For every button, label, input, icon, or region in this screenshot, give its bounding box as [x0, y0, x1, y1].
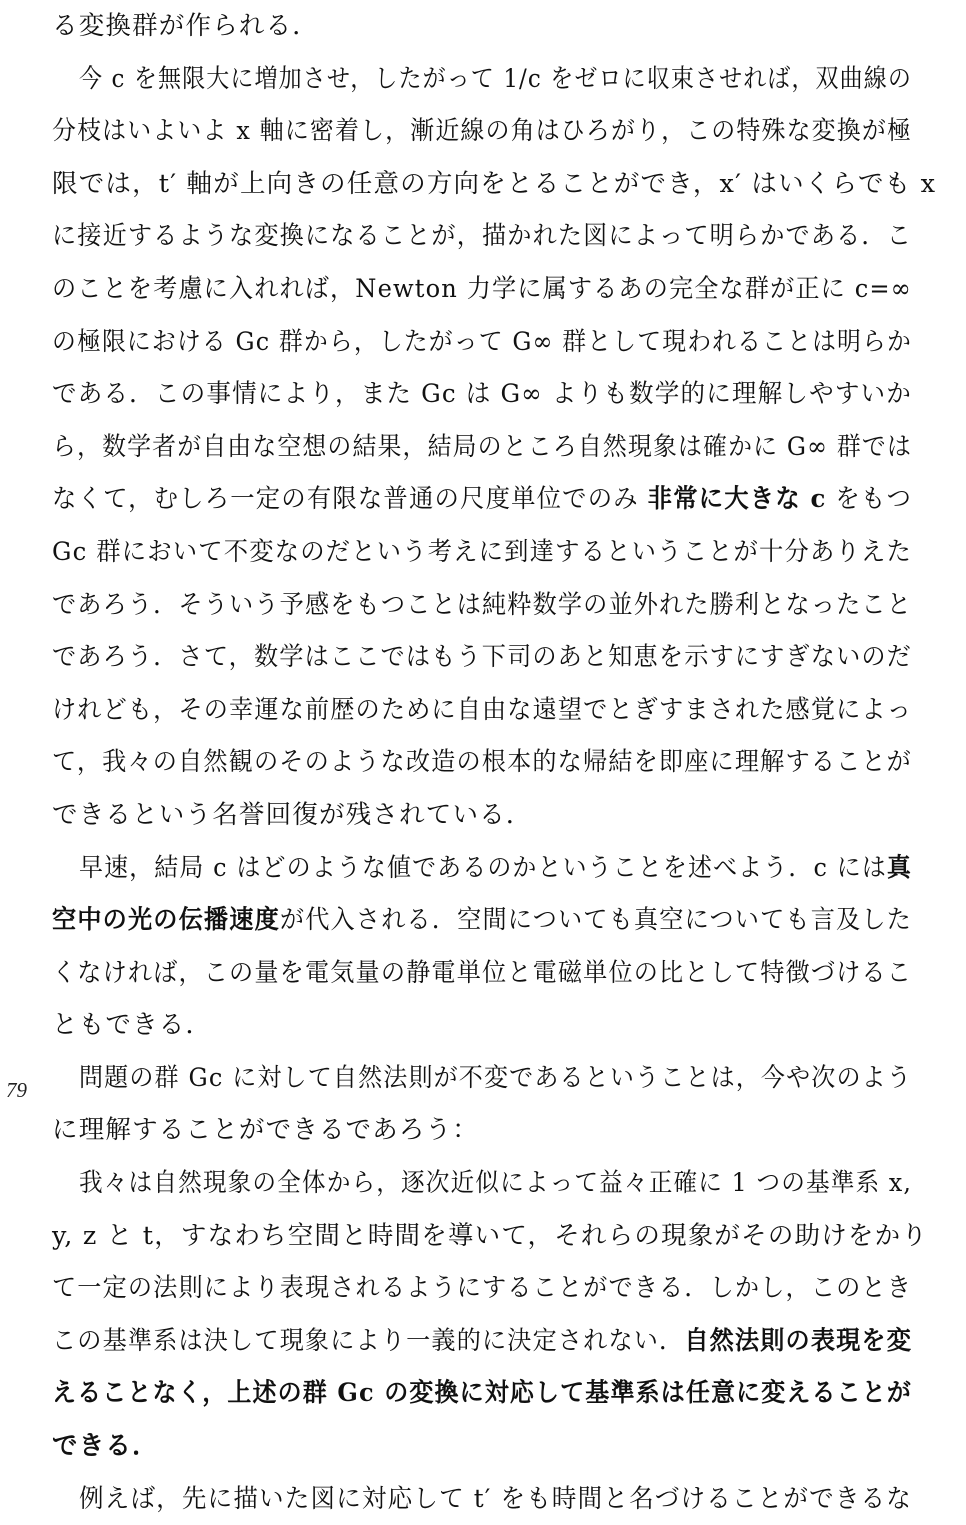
text-segment: Gc 群において不変なのだという考えに到達するということが十分ありえた [52, 536, 912, 567]
text-line [52, 1104, 912, 1157]
text-segment: 問題の群 Gc に対して自然法則が不変であるということは，今や次のよう [79, 1062, 912, 1093]
text-segment: y, z と t，すなわち空間と時間を導いて，それらの現象がその助けをかり [52, 1220, 929, 1251]
text-line [52, 473, 912, 526]
text-line [52, 1315, 912, 1368]
text-line [52, 53, 912, 106]
text-segment: 今 c を無限大に増加させ，したがって 1/c をゼロに収束させれば，双曲線の [79, 63, 912, 94]
text-segment: 例えば，先に描いた図に対応して t′ をも時間と名づけることができるな [79, 1483, 912, 1514]
emphasized-text: できる． [52, 1431, 159, 1462]
text-segment: の極限における Gc 群から，したがって G∞ 群として現われることは明らか [52, 326, 912, 357]
text-segment: であろう．さて，数学はここではもう下司のあと知恵を示すにすぎないのだ [52, 642, 912, 673]
text-line [52, 1367, 912, 1420]
text-segment: に接近するような変換になることが，描かれた図によって明らかである．こ [52, 221, 912, 252]
text-line [52, 1210, 929, 1263]
text-segment: 早速，結局 c はどのような値であるのかということを述べよう．c には [79, 852, 887, 883]
text-line [52, 368, 912, 421]
text-line [52, 999, 912, 1052]
text-line [52, 631, 912, 684]
text-segment: に理解することができるであろう： [52, 1115, 479, 1146]
emphasized-text: 真 [886, 852, 912, 883]
text-line [52, 1157, 912, 1210]
emphasized-text: 空中の光の伝播速度 [52, 905, 280, 936]
text-segment: 我々は自然現象の全体から，逐次近似によって益々正確に 1 つの基準系 x, [79, 1168, 912, 1199]
text-segment: ら，数学者が自由な空想の結果，結局のところ自然現象は確かに G∞ 群では [52, 431, 912, 462]
emphasized-text: 非常に大きな c [647, 484, 827, 515]
text-line [52, 210, 912, 263]
text-body [52, 0, 937, 1525]
text-segment: ともできる． [52, 1010, 213, 1041]
text-segment: くなければ，この量を電気量の静電単位と電磁単位の比として特徴づけるこ [52, 957, 912, 988]
emphasized-text: えることなく，上述の群 Gc の変換に対応して基準系は任意に変えることが [52, 1378, 912, 1409]
margin-page-number: 79 [6, 1078, 27, 1102]
text-segment: る変換群が作られる． [52, 11, 320, 41]
text-line [52, 158, 937, 211]
text-segment: である．この事情により，また Gc は G∞ よりも数学的に理解しやすいか [52, 379, 912, 410]
text-segment: 分枝はいよいよ x 軸に密着し，漸近線の角はひろがり，この特殊な変換が極 [52, 116, 912, 147]
text-line [52, 263, 912, 316]
text-line [52, 894, 912, 947]
text-line [52, 316, 912, 369]
text-segment: なくて，むしろ一定の有限な普通の尺度単位でのみ [52, 484, 648, 515]
text-line [52, 526, 912, 579]
text-line [52, 579, 912, 632]
text-segment: のことを考慮に入れれば，Newton 力学に属するあの完全な群が正に c=∞ [52, 273, 912, 304]
text-line [52, 0, 912, 53]
text-segment: であろう．そういう予感をもつことは純粋数学の並外れた勝利となったこと [52, 589, 912, 620]
text-line [52, 789, 912, 842]
text-segment: この基準系は決して現象により一義的に決定されない． [52, 1325, 685, 1356]
text-line [52, 684, 912, 737]
text-line [52, 1262, 912, 1315]
text-line [52, 1420, 912, 1473]
text-segment: が代入される．空間についても真空についても言及した [279, 905, 912, 936]
text-segment: できるという名誉回復が残されている． [52, 799, 533, 830]
text-segment: て，我々の自然観のそのような改造の根本的な帰結を即座に理解することが [52, 747, 912, 778]
text-segment: 限では，t′ 軸が上向きの任意の方向をとることができ，x′ はいくらでも x [52, 168, 937, 199]
text-line [52, 842, 912, 895]
emphasized-text: 自然法則の表現を変 [684, 1325, 912, 1356]
text-line [52, 1052, 912, 1105]
text-segment: て一定の法則により表現されるようにすることができる．しかし，このとき [52, 1273, 912, 1304]
text-segment: けれども，その幸運な前歴のために自由な遠望でとぎすまされた感覚によっ [52, 694, 912, 725]
text-line [52, 947, 912, 1000]
text-line [52, 105, 912, 158]
text-line [52, 736, 912, 789]
text-line [52, 421, 912, 474]
text-line [52, 1473, 912, 1525]
text-segment: をもつ [826, 484, 912, 515]
